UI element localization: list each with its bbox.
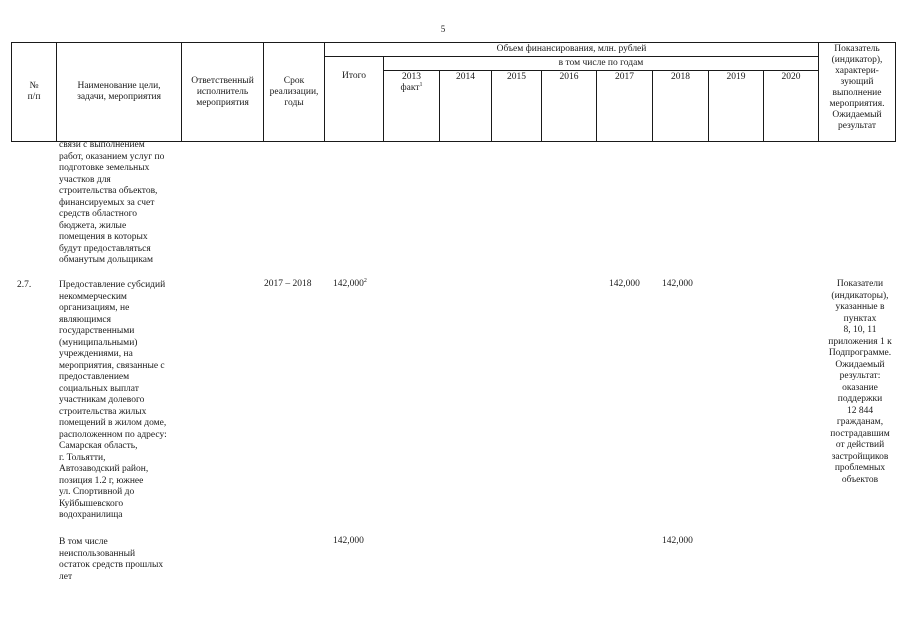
header-total: Итого bbox=[325, 57, 384, 142]
header-year-2017: 2017 bbox=[597, 71, 653, 142]
row-unused-balance-total: 142,000 bbox=[333, 536, 364, 546]
page-number: 5 bbox=[440, 24, 446, 34]
header-year-2014: 2014 bbox=[440, 71, 492, 142]
row-unused-balance-name: В том числе неиспользованный остаток средств прошлых лет bbox=[59, 537, 164, 582]
financing-table-header bbox=[11, 42, 896, 142]
row-unused-balance-year-2018: 142,000 bbox=[662, 536, 693, 546]
header-year-2015: 2015 bbox=[492, 71, 542, 142]
header-term: Срок реализации, годы bbox=[264, 43, 325, 142]
row-2-7-total: 142,000$^2$ bbox=[333, 277, 367, 289]
header-year-2013: 2013 факт$^1$ bbox=[384, 71, 440, 142]
row-2-7-indicator: Показатели (индикаторы), указанные в пунктах 8, 10, 11 приложения 1 к Подпрограмме. Ожидаемый результат: оказание поддержки 12 844 гражданам, пострадавшим от действий застройщиков проблемных объектов bbox=[828, 279, 892, 485]
header-num: № п/п bbox=[12, 43, 57, 142]
header-year-2018: 2018 bbox=[653, 71, 709, 142]
header-name: Наименование цели, задачи, мероприятия bbox=[57, 43, 182, 142]
row-2-7-term: 2017 – 2018 bbox=[264, 279, 312, 289]
row-continuation-name: связи с выполнением работ, оказанием услуг по подготовке земельных участков для строительства объектов, финансируемых за счет средств областного бюджета, жилые помещения в которых будут предоставляться обманутым дольщикам bbox=[59, 140, 165, 265]
row-2-7-year-2017: 142,000 bbox=[609, 279, 640, 289]
row-2-7-num: 2.7. bbox=[17, 280, 32, 290]
row-2-7-total-note: 2 bbox=[363, 277, 367, 284]
header-year-2019: 2019 bbox=[709, 71, 764, 142]
header-executor: Ответственный исполнитель мероприятия bbox=[182, 43, 264, 142]
header-year-2016: 2016 bbox=[542, 71, 597, 142]
header-financing: Объем финансирования, млн. рублей bbox=[325, 43, 819, 57]
header-by-years: в том числе по годам bbox=[384, 57, 819, 71]
row-2-7-name: Предоставление субсидий некоммерческим организациям, не являющимся государственными (муниципальными) учреждениями, на мероприятия, связанные с предоставлением социальных выплат участникам долевого строительства жилых помещений в жилом доме, расположенном по адресу: Самарская область, г. Тольятти, Автозаводский район, позиция 1.2 г, южнее ул. Спортивной до Куйбышевского водохранилища bbox=[59, 280, 167, 520]
header-year-2020: 2020 bbox=[764, 71, 819, 142]
row-2-7-year-2018: 142,000 bbox=[662, 279, 693, 289]
header-indicator: Показатель (индикатор), характери- зующий выполнение мероприятия. Ожидаемый результат bbox=[819, 43, 896, 142]
